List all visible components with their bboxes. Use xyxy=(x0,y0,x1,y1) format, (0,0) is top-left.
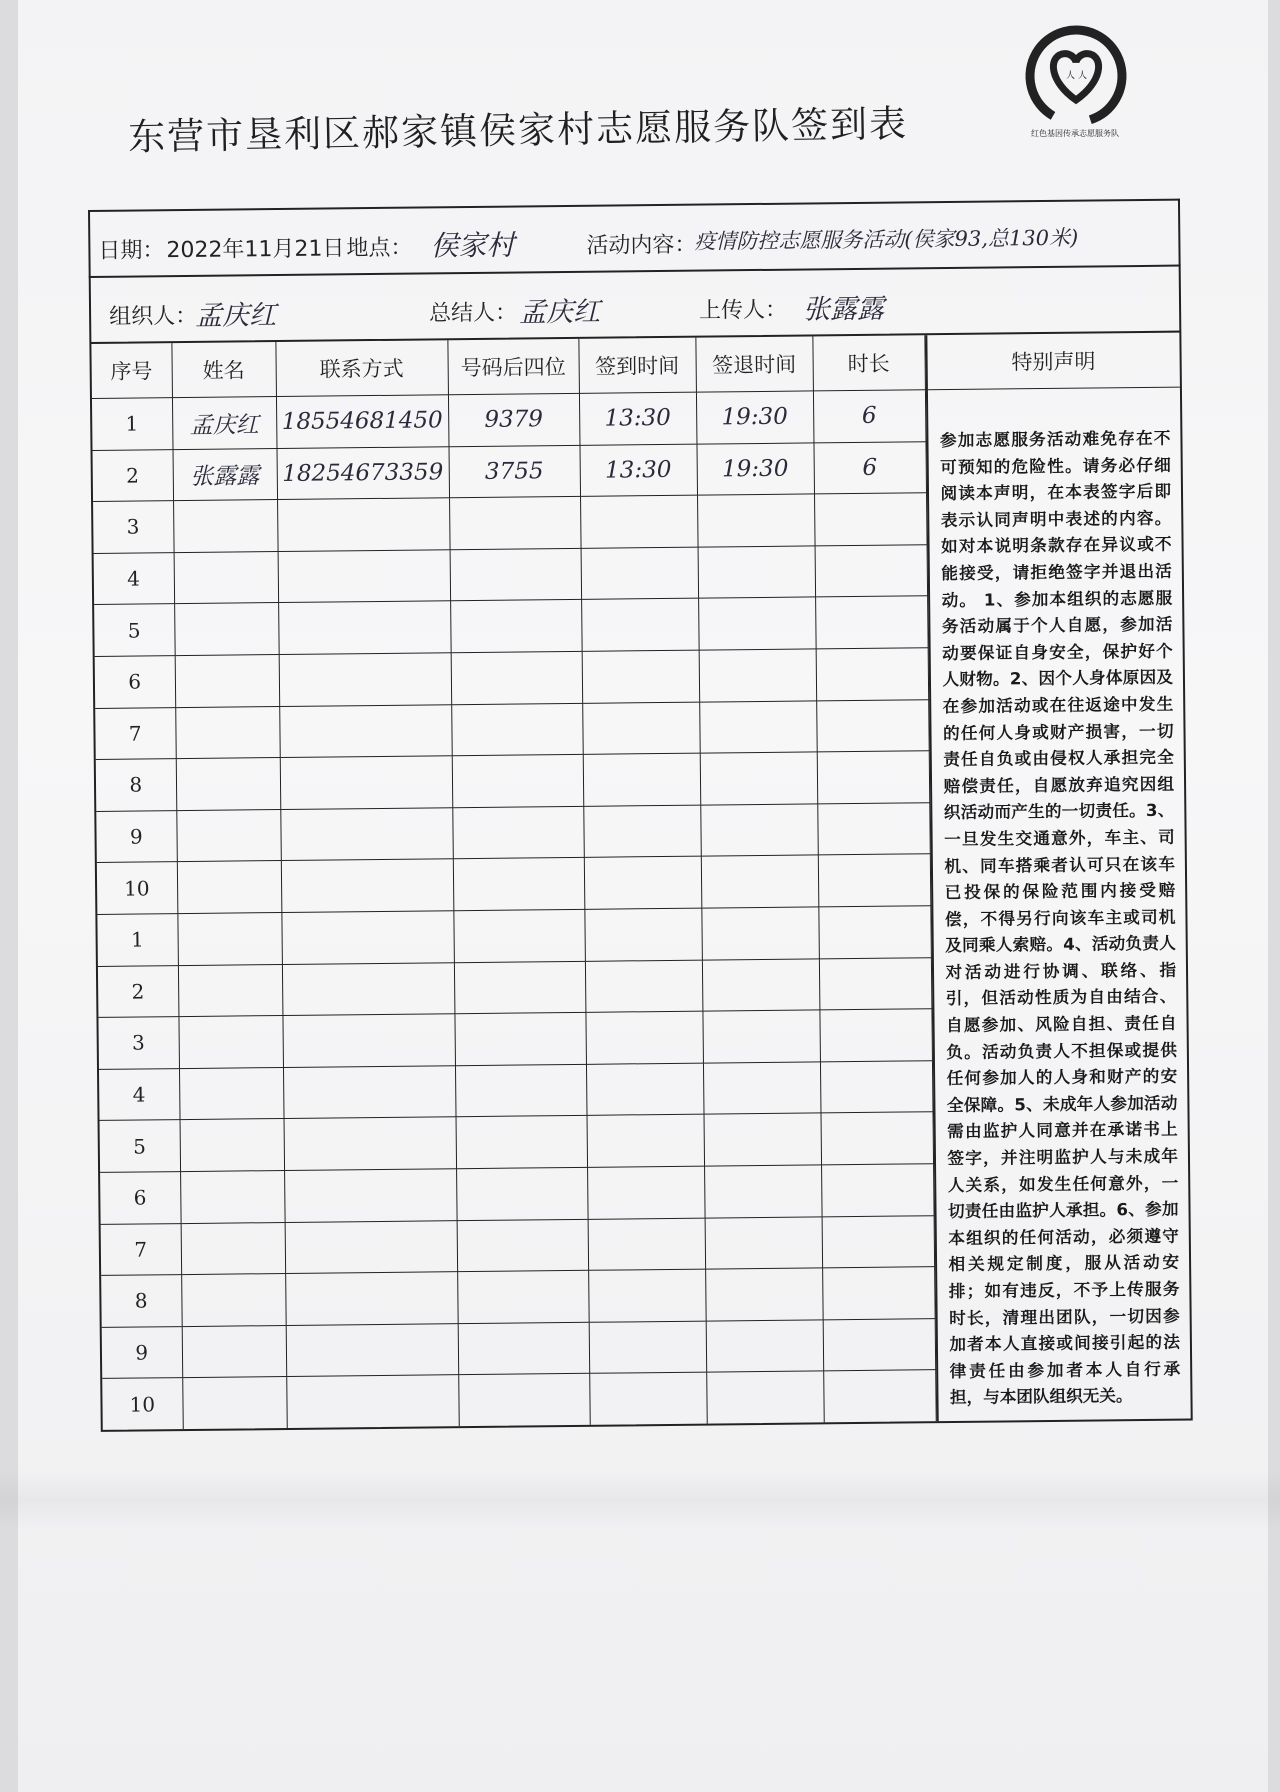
name-cell xyxy=(173,500,278,553)
sign-in-cell xyxy=(587,1166,705,1219)
phone-cell xyxy=(285,1272,458,1325)
table-row xyxy=(100,1164,933,1224)
row-number: 8 xyxy=(101,1275,182,1327)
header-row-date xyxy=(88,199,1181,276)
last4-cell xyxy=(456,1167,588,1220)
table-row xyxy=(95,648,928,708)
sign-in-cell: 13:30 xyxy=(579,444,697,497)
table-row xyxy=(93,493,926,553)
name-cell xyxy=(175,706,280,759)
name-cell xyxy=(180,1170,285,1223)
row-number: 5 xyxy=(94,604,175,656)
organizer-label: 组织人： xyxy=(108,303,198,330)
duration-cell xyxy=(817,802,930,855)
notice-text: 参加志愿服务活动难免存在不可预知的危险性。请务必仔细阅读本声明，在本表签字后即表示认同声明中表述的内容。如对本说明条款存在异议或不能接受，请拒绝签字并退出活动。 1、参加本组织的志愿服务活动属于个人自愿，参加活动要保证自身安全，保护好个人财物。2、因个人身体原因及在参加活动或在往返途中发生的任何人身或财产损害，一切责任自负或由侵权人承担完全赔偿责任，自愿放弃追究因组织活动而产生的一切责任。3、一旦发生交通意外，车主、司机、同车搭乘者认可只在该车已投保的保险范围内接受赔偿，不得另行向该车主或司机及同乘人索赔。4、活动负责人对活动进行协调、联络、指引，但活动性质为自由结合、自愿参加、风险自担、责任自负。活动负责人不担保或提供任何参加人的人身和财产的安全保障。5、未成年人参加活动需由监护人同意并在承诺书上签字，并注明监护人与未成年人关系，如发生任何意外，一切责任由监护人承担。6、参加本组织的任何活动，必须遵守相关规定制度，服从活动安排；如有违反，不予上传服务时长，清理出团队，一切因参加者本人直接或间接引起的法律责任由参加者本人自行承担，与本团队组织无关。 xyxy=(939,428,1181,1408)
activity-label: 活动内容： xyxy=(586,232,697,259)
sign-out-cell xyxy=(704,1165,822,1218)
table-row xyxy=(93,441,926,501)
sign-out-cell: 19:30 xyxy=(696,443,814,496)
row-number: 7 xyxy=(95,707,176,759)
sign-in-cell xyxy=(583,805,701,858)
duration-cell xyxy=(820,1060,933,1113)
last4-cell xyxy=(452,755,584,808)
sign-out-cell xyxy=(700,752,818,805)
phone-cell xyxy=(278,550,451,603)
sign-in-cell xyxy=(585,1011,703,1064)
duration-cell xyxy=(816,699,929,752)
duration-cell xyxy=(818,854,931,907)
sign-out-cell xyxy=(697,494,815,547)
sign-in-cell xyxy=(584,908,702,961)
place-label: 地点： xyxy=(346,235,413,262)
last4-cell xyxy=(450,600,582,653)
table-body xyxy=(92,390,936,1430)
sign-in-grid xyxy=(89,331,1192,1432)
phone-cell xyxy=(286,1375,459,1428)
table-row xyxy=(98,1009,931,1069)
table-row xyxy=(95,699,928,759)
phone-cell xyxy=(280,807,453,860)
row-number: 3 xyxy=(98,1017,179,1069)
row-number: 9 xyxy=(102,1326,183,1378)
phone-cell xyxy=(284,1117,457,1170)
table-row xyxy=(94,596,927,656)
last4-cell xyxy=(455,1064,587,1117)
last4-cell xyxy=(456,1116,588,1169)
name-cell: 孟庆红 xyxy=(172,397,277,450)
table-row xyxy=(97,906,930,966)
last4-cell xyxy=(454,961,586,1014)
duration-cell xyxy=(818,906,931,959)
sign-out-cell xyxy=(701,855,819,908)
table-row xyxy=(92,390,925,450)
sign-out-cell xyxy=(705,1216,823,1269)
sign-in-cell xyxy=(582,650,700,703)
duration-cell xyxy=(822,1267,935,1320)
summarizer-label: 总结人： xyxy=(428,300,518,327)
sign-in-cell xyxy=(583,753,701,806)
phone-cell xyxy=(278,601,451,654)
last4-cell xyxy=(451,651,583,704)
row-number: 6 xyxy=(100,1171,181,1223)
duration-cell xyxy=(819,1009,932,1062)
row-number: 7 xyxy=(101,1223,182,1275)
table-row xyxy=(98,957,931,1017)
sign-out-cell xyxy=(704,1113,822,1166)
phone-cell xyxy=(279,653,452,706)
phone-cell xyxy=(285,1220,458,1273)
name-cell xyxy=(176,809,281,862)
name-cell xyxy=(181,1274,286,1327)
page-title: 东营市垦利区郝家镇侯家村志愿服务队签到表 xyxy=(127,102,909,159)
row-number: 4 xyxy=(94,552,175,604)
sign-out-cell xyxy=(698,546,816,599)
sign-out-cell xyxy=(702,1010,820,1063)
last4-cell xyxy=(458,1374,590,1426)
duration-cell xyxy=(815,596,928,649)
table-row xyxy=(96,802,929,862)
row-number: 10 xyxy=(97,862,178,914)
table-row xyxy=(102,1318,935,1378)
last4-cell xyxy=(450,548,582,601)
name-cell xyxy=(177,912,282,965)
name-cell xyxy=(182,1377,287,1429)
summarizer-value: 孟庆红 xyxy=(518,296,601,329)
last4-cell xyxy=(451,703,583,756)
sign-out-cell xyxy=(699,700,817,753)
duration-cell xyxy=(814,493,927,546)
phone-cell xyxy=(286,1323,459,1376)
organizer-value: 孟庆红 xyxy=(194,300,277,332)
sign-out-cell: 19:30 xyxy=(696,391,814,444)
name-cell xyxy=(176,758,281,811)
name-cell xyxy=(174,603,279,656)
last4-cell xyxy=(453,909,585,962)
duration-cell xyxy=(819,957,932,1010)
name-cell xyxy=(182,1325,287,1378)
row-number: 10 xyxy=(102,1378,183,1430)
table-header-row xyxy=(91,335,925,398)
duration-cell xyxy=(816,648,929,701)
place-value: 侯家村 xyxy=(430,228,515,263)
column-header-duration: 时长 xyxy=(812,335,925,391)
row-number: 9 xyxy=(96,810,177,862)
phone-cell xyxy=(282,962,455,1015)
duration-cell: 6 xyxy=(813,441,926,494)
last4-cell xyxy=(453,858,585,911)
sign-in-cell xyxy=(587,1114,705,1167)
sign-in-table xyxy=(91,335,936,1430)
row-number: 3 xyxy=(93,501,174,553)
sign-in-cell xyxy=(586,1063,704,1116)
phone-cell xyxy=(283,1065,456,1118)
phone-cell xyxy=(281,911,454,964)
table-row xyxy=(94,545,927,605)
column-header-sign-in: 签到时间 xyxy=(578,338,696,394)
row-number: 2 xyxy=(98,965,179,1017)
phone-cell xyxy=(277,498,450,551)
sign-in-cell xyxy=(581,599,699,652)
sign-out-cell xyxy=(705,1268,823,1321)
column-header-sign-out: 签退时间 xyxy=(695,336,813,392)
row-number: 8 xyxy=(96,759,177,811)
duration-cell: 6 xyxy=(813,390,926,443)
duration-cell xyxy=(815,545,928,598)
last4-cell xyxy=(452,806,584,859)
sign-in-form xyxy=(88,199,1193,1432)
sign-in-cell xyxy=(589,1372,707,1424)
sign-in-cell xyxy=(581,547,699,600)
last4-cell: 3755 xyxy=(448,445,580,498)
name-cell xyxy=(181,1222,286,1275)
phone-cell xyxy=(280,756,453,809)
table-row xyxy=(99,1060,932,1120)
logo-caption: 红色基因传承志愿服务队 xyxy=(1031,129,1119,138)
last4-cell xyxy=(457,1219,589,1272)
sign-out-cell xyxy=(700,804,818,857)
name-cell xyxy=(178,964,283,1017)
row-number: 1 xyxy=(92,398,173,450)
duration-cell xyxy=(823,1318,936,1371)
last4-cell: 9379 xyxy=(448,393,580,446)
last4-cell xyxy=(458,1322,590,1375)
svg-text:人: 人 xyxy=(1066,71,1076,81)
sign-in-cell xyxy=(589,1321,707,1374)
special-notice xyxy=(925,333,1191,1421)
name-cell xyxy=(175,654,280,707)
sign-out-cell xyxy=(701,907,819,960)
svg-text:人: 人 xyxy=(1078,71,1088,81)
sign-out-cell xyxy=(703,1062,821,1115)
column-header-no: 序号 xyxy=(91,343,172,398)
table-row xyxy=(102,1370,935,1430)
duration-cell xyxy=(823,1370,936,1422)
phone-cell xyxy=(284,1169,457,1222)
name-cell xyxy=(177,861,282,914)
name-cell xyxy=(179,1067,284,1120)
sign-in-cell xyxy=(584,856,702,909)
sign-in-cell xyxy=(585,960,703,1013)
row-number: 6 xyxy=(95,656,176,708)
duration-cell xyxy=(820,1112,933,1165)
notice-heading: 特别声明 xyxy=(927,333,1180,391)
duration-cell xyxy=(822,1215,935,1268)
sign-out-cell xyxy=(702,958,820,1011)
row-number: 5 xyxy=(100,1120,181,1172)
last4-cell xyxy=(457,1270,589,1323)
table-row xyxy=(100,1112,933,1172)
column-header-contact: 联系方式 xyxy=(275,340,448,396)
column-header-name: 姓名 xyxy=(171,342,276,398)
activity-value: 疫情防控志愿服务活动(侯家93,总130米) xyxy=(694,225,1079,254)
phone-cell xyxy=(281,859,454,912)
uploader-value: 张露露 xyxy=(802,293,885,326)
column-header-last4: 号码后四位 xyxy=(447,339,579,395)
name-cell xyxy=(180,1119,285,1172)
sign-out-cell xyxy=(698,597,816,650)
uploader-label: 上传人： xyxy=(698,297,788,324)
date-label: 日期： xyxy=(98,238,165,264)
duration-cell xyxy=(821,1164,934,1217)
last4-cell xyxy=(449,497,581,550)
sign-in-cell xyxy=(582,702,700,755)
sign-out-cell xyxy=(699,649,817,702)
sign-out-cell xyxy=(706,1371,824,1423)
phone-cell xyxy=(279,704,452,757)
sign-out-cell xyxy=(706,1320,824,1373)
sign-in-cell xyxy=(588,1269,706,1322)
sign-in-cell xyxy=(580,495,698,548)
row-number: 4 xyxy=(99,1068,180,1120)
phone-cell: 18254673359 xyxy=(277,446,450,499)
row-number: 1 xyxy=(97,914,178,966)
table-row xyxy=(96,751,929,811)
duration-cell xyxy=(817,751,930,804)
name-cell xyxy=(178,1016,283,1069)
table-row xyxy=(97,854,930,914)
phone-cell: 18554681450 xyxy=(276,395,449,448)
sign-in-cell: 13:30 xyxy=(579,392,697,445)
table-row xyxy=(101,1215,934,1275)
name-cell: 张露露 xyxy=(173,448,278,501)
date-value: 2022年11月21日 xyxy=(166,236,345,264)
paper-crease xyxy=(0,1470,1280,1530)
header-row-people xyxy=(89,265,1182,342)
last4-cell xyxy=(454,1012,586,1065)
phone-cell xyxy=(282,1014,455,1067)
name-cell xyxy=(174,551,279,604)
row-number: 2 xyxy=(93,449,174,501)
sign-in-cell xyxy=(588,1218,706,1271)
table-row xyxy=(101,1267,934,1327)
